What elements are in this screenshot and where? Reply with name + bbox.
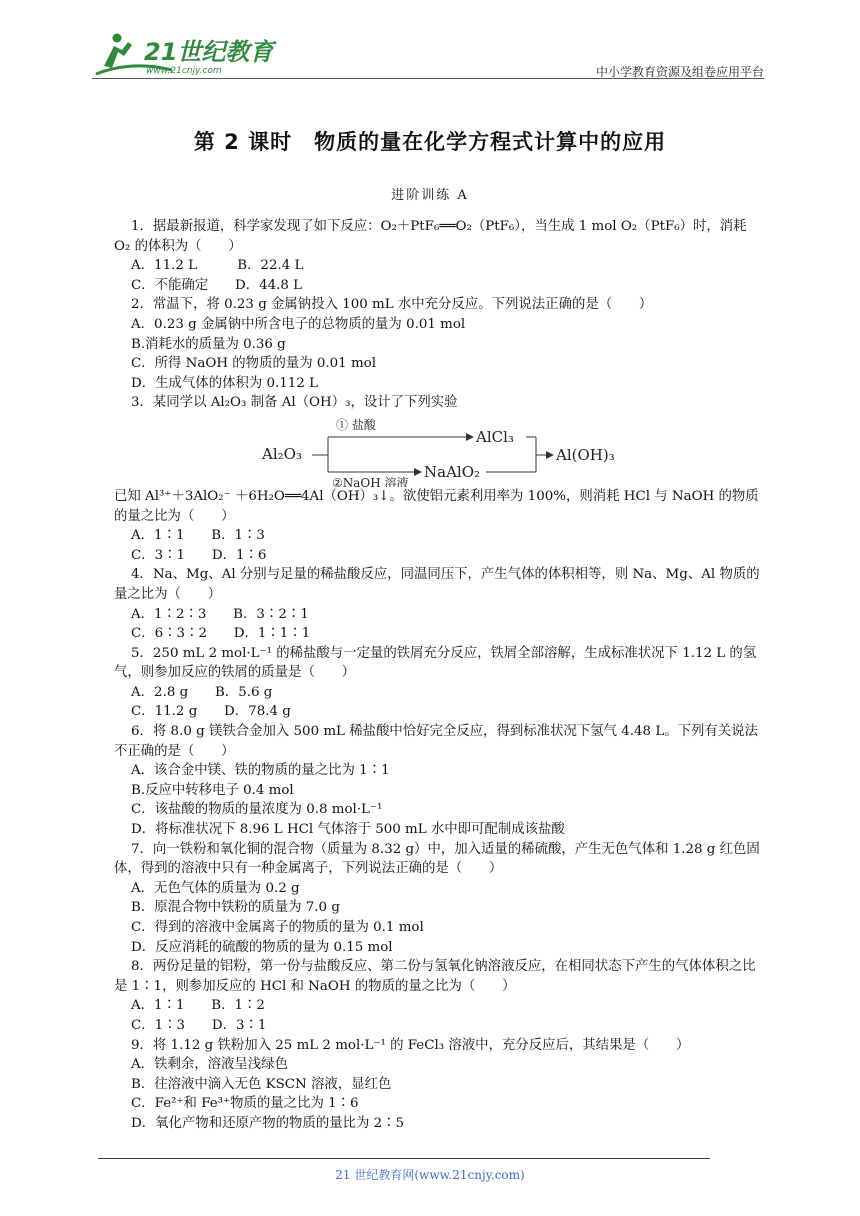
question-3-option-row: A．1∶1 B．1∶3 [131, 528, 265, 544]
question-2-stem: 2．常温下，将 0.23 g 金属钠投入 100 mL 水中充分反应。下列说法正确的是（ ） [131, 297, 653, 313]
platform-name: 中小学教育资源及组卷应用平台 [595, 65, 764, 79]
flow-route1-product: AlCl₃ [476, 427, 514, 446]
question-list [114, 217, 766, 1134]
question-1-stem: 1．据最新报道，科学家发现了如下反应：O₂＋PtF₆══O₂（PtF₆），当生成 1 mol O₂（PtF₆）时，消耗 O₂ 的体积为（ ） [114, 219, 747, 254]
question-9-option: B．往溶液中滴入无色 KSCN 溶液，显红色 [131, 1076, 392, 1092]
question-4-stem: 4．Na、Mg、Al 分别与足量的稀盐酸反应，同温同压下，产生气体的体积相等，则 Na、Mg、Al 物质的量之比为（ ） [114, 567, 760, 602]
question-5-stem: 5．250 mL 2 mol·L⁻¹ 的稀盐酸与一定量的铁屑充分反应，铁屑全部溶解，生成标准状况下 1.12 L 的氢气，则参加反应的铁屑的质量是（ ） [114, 645, 757, 681]
flow-route1-label: ① 盐酸 [336, 417, 376, 432]
flow-route2-label: ②NaOH 溶液 [332, 475, 409, 487]
page-header [92, 30, 764, 80]
question-9-option: A．铁剩余，溶液呈浅绿色 [131, 1057, 288, 1073]
question-7-option: D．反应消耗的硫酸的物质的量为 0.15 mol [131, 939, 393, 955]
page-title: 第 2 课时 物质的量在化学方程式计算中的应用 [193, 130, 667, 154]
question-6-option: C．该盐酸的物质的量浓度为 0.8 mol·L⁻¹ [131, 802, 383, 818]
footer-divider [98, 1158, 710, 1159]
question-7-option: A．无色气体的质量为 0.2 g [131, 880, 300, 896]
question-2-option: B.消耗水的质量为 0.36 g [131, 336, 286, 352]
question-6-option: A．该合金中镁、铁的物质的量之比为 1∶1 [131, 763, 390, 779]
site-logo [92, 30, 282, 78]
reaction-flow-diagram [114, 415, 766, 487]
question-3-option-row: C．3∶1 D．1∶6 [131, 547, 267, 563]
question-9-stem: 9．将 1.12 g 铁粉加入 25 mL 2 mol·L⁻¹ 的 FeCl₃ 溶液中，充分反应后，其结果是（ ） [131, 1037, 690, 1053]
question-8-stem: 8．两份足量的铝粉，第一份与盐酸反应、第二份与氢氧化钠溶液反应，在相同状态下产生的气体体积之比是 1∶1，则参加反应的 HCl 和 NaOH 的物质的量之比为（ ） [114, 959, 756, 994]
question-3-stem-continued: 已知 Al³⁺＋3AlO₂⁻ ＋6H₂O══4Al（OH）₃↓。欲使铝元素利用率为 100%，则消耗 HCl 与 NaOH 的物质的量之比为（ ） [114, 488, 759, 524]
flow-route2-product: NaAlO₂ [424, 462, 481, 481]
question-1-option-row: A．11.2 L B．22.4 L [131, 258, 304, 274]
question-9-option: D．氧化产物和还原产物的物质的量比为 2∶5 [131, 1115, 405, 1131]
question-8-option-row: A．1∶1 B．1∶2 [131, 998, 265, 1014]
question-5-option-row: A．2.8 g B．5.6 g [131, 684, 273, 700]
question-4-option-row: C．6∶3∶2 D．1∶1∶1 [131, 626, 311, 642]
section-subtitle: 进阶训练 A [391, 188, 469, 203]
question-2-option: C．所得 NaOH 的物质的量为 0.01 mol [131, 356, 376, 372]
question-7-stem: 7．向一铁粉和氧化铜的混合物（质量为 8.32 g）中，加入适量的稀硫酸，产生无色气体和 1.28 g 红色固体，得到的溶液中只有一种金属离子，下列说法正确的是（ ） [114, 841, 760, 877]
question-3-stem: 3．某同学以 Al₂O₃ 制备 Al（OH）₃，设计了下列实验 [131, 395, 458, 411]
header-divider [92, 78, 764, 79]
flow-end: Al(OH)₃ [556, 445, 615, 464]
question-2-option: D．生成气体的体积为 0.112 L [131, 375, 318, 391]
question-2-option: A．0.23 g 金属钠中所含电子的总物质的量为 0.01 mol [131, 316, 466, 332]
question-8-option-row: C．1∶3 D．3∶1 [131, 1017, 267, 1033]
question-7-option: B．原混合物中铁粉的质量为 7.0 g [131, 900, 340, 916]
question-9-option: C．Fe²⁺和 Fe³⁺物质的量之比为 1∶6 [131, 1096, 359, 1112]
question-6-option: B.反应中转移电子 0.4 mol [131, 782, 294, 798]
question-4-option-row: A．1∶2∶3 B．3∶2∶1 [131, 606, 309, 622]
question-5-option-row: C．11.2 g D．78.4 g [131, 704, 291, 720]
svg-text:21世纪教育: 21世纪教育 [144, 38, 274, 66]
question-7-option: C．得到的溶液中金属离子的物质的量为 0.1 mol [131, 920, 424, 935]
question-6-option: D．将标准状况下 8.96 L HCl 气体溶于 500 mL 水中即可配制成该盐酸 [131, 822, 565, 838]
question-6-stem: 6．将 8.0 g 镁铁合金加入 500 mL 稀盐酸中恰好完全反应，得到标准状况下氢气 4.48 L。下列有关说法不正确的是（ ） [114, 724, 758, 759]
svg-text:www.21cnjy.com: www.21cnjy.com [146, 66, 222, 76]
footer-link[interactable]: 21 世纪教育网(www.21cnjy.com) [335, 1168, 525, 1182]
flow-start: Al₂O₃ [262, 444, 302, 463]
question-1-option-row: C．不能确定 D．44.8 L [131, 277, 303, 293]
